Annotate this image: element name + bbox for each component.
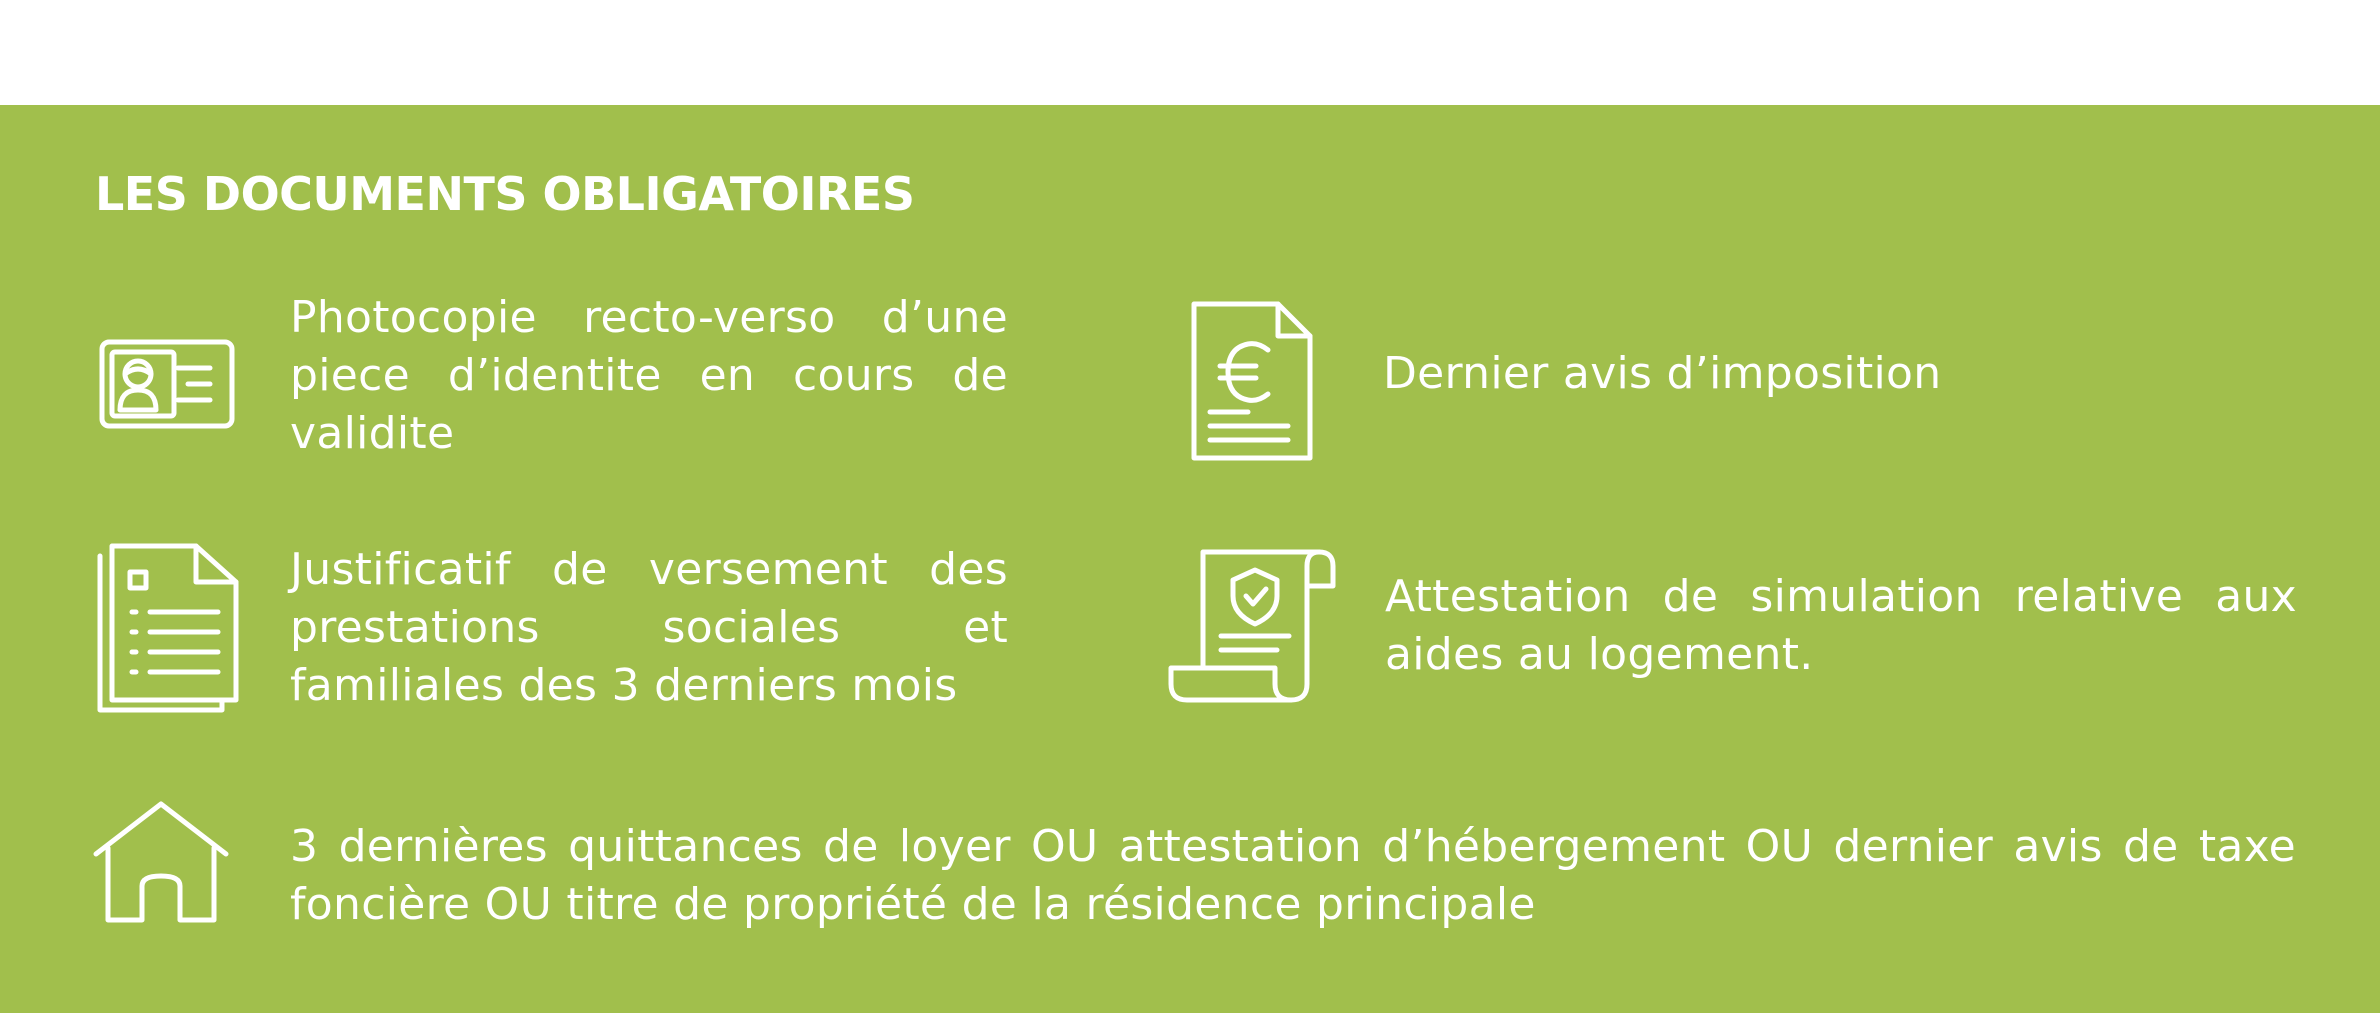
item-text-tax-notice: Dernier avis d’imposition [1383,348,1942,399]
section-title: LES DOCUMENTS OBLIGATOIRES [95,167,915,221]
euro-document-icon [1190,300,1316,462]
document-list-icon [96,542,242,714]
item-text-social-benefits: Justificatif de versement des prestations sociales et familiales des 3 derniers mois [290,544,1008,711]
id-card-icon [98,338,238,430]
house-icon [92,800,230,924]
certificate-scroll-icon [1167,548,1337,704]
item-text-housing-aid: Attestation de simulation relative aux aides au logement. [1385,571,2297,680]
item-text-residence-proof: 3 dernières quittances de loyer OU attestation d’hébergement OU dernier avis de taxe foncière OU titre de propriété de la résidence principale [290,821,2296,930]
item-text-id-card: Photocopie recto-verso d’une piece d’identite en cours de validite [290,292,1008,459]
